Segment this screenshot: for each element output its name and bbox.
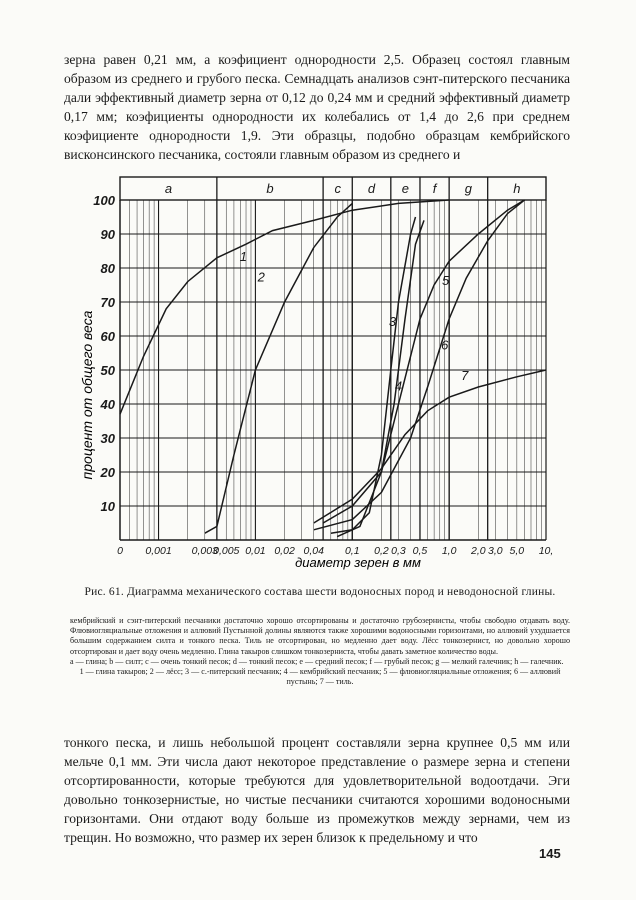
zone-label-g: g — [464, 181, 473, 196]
curve-5 — [323, 200, 524, 523]
curve-label-2: 2 — [257, 269, 265, 285]
curve-label-7: 7 — [461, 368, 469, 384]
curve-label-1: 1 — [239, 249, 247, 265]
x-tick-label: 1,0 — [441, 545, 457, 557]
x-tick-label: 0,04 — [303, 545, 324, 557]
x-tick-label: 2,0 — [470, 545, 486, 557]
curve-7 — [314, 370, 546, 523]
curve-label-4: 4 — [394, 378, 403, 394]
curve-label-3: 3 — [388, 313, 397, 329]
chart-series — [120, 200, 546, 537]
x-tick-label: 0,5 — [412, 545, 428, 557]
curve-6 — [314, 200, 525, 530]
y-tick-label: 50 — [100, 363, 115, 378]
y-tick-label: 40 — [100, 397, 115, 412]
top-paragraph — [64, 50, 570, 164]
zone-label-d: d — [367, 181, 376, 196]
curve-label-5: 5 — [442, 273, 450, 288]
zone-label-f: f — [432, 181, 437, 196]
zone-label-a: a — [164, 181, 173, 196]
y-tick-label: 10 — [100, 499, 115, 514]
bottom-paragraph — [64, 733, 570, 847]
y-tick-label: 60 — [100, 329, 115, 344]
top-paragraph-text: зерна равен 0,21 мм, а коэфициент однородности 2,5. Образец состоял главным образом из среднего и грубого песка. Семнадцать анализов сэнт-питерского песчаника дали эффективный диаметр зерна от 0,12 до 0,24 мм и средний эффективный диаметр 0,17 мм; коэфициенты однородности их колебались от 1,4 до 2,6 при среднем коэфициенте однородности 1,9. Эти образцы, подобно образцам кембрийского висконсинского песчаника, состояли главным образом из среднего и — [64, 52, 570, 162]
curve-3 — [331, 217, 416, 533]
x-tick-label: 3,0 — [488, 545, 503, 557]
x-tick-label: 5,0 — [509, 545, 525, 557]
figure-caption: Рис. 61. Диаграмма механического состава шести водоносных пород и неводоносной глины. — [84, 586, 556, 598]
y-tick-label: 70 — [100, 295, 115, 310]
x-tick-label: 0,001 — [145, 545, 172, 557]
y-tick-label: 90 — [100, 227, 115, 242]
x-tick-label: 10, — [538, 545, 554, 557]
x-tick-label: 0,2 — [374, 545, 389, 557]
zone-label-b: b — [266, 181, 274, 196]
x-tick-label: 0,003 — [191, 545, 218, 557]
grain-size-chart — [78, 165, 558, 580]
x-tick-label: 0 — [117, 545, 123, 557]
page-number: 145 — [539, 846, 561, 861]
x-tick-label: 0,02 — [274, 545, 295, 557]
x-axis-label: диаметр зерен в мм — [295, 555, 421, 570]
zone-label-e: e — [401, 181, 410, 196]
x-tick-label: 0,3 — [391, 545, 406, 557]
zone-label-c: c — [334, 181, 341, 196]
y-tick-label: 100 — [93, 193, 115, 208]
zone-label-h: h — [513, 181, 521, 196]
legend-key-series: 1 — глина такыров; 2 — лёсс; 3 — с.-питерский песчаник; 4 — кембрийский песчаник; 5 — флювиогляциальные отложения; 6 — аллювий пустынь; 7 — тиль. — [79, 667, 561, 687]
legend-text: кембрийский и сэнт-питерский песчаники достаточно хорошо отсортированы и достаточно грубозернисты, чтобы свободно отдавать воду. Флювиогляциальные отложения и аллювий Пустынной долины являются также хорошими водоносными горизонтами, но аллювий ухудшается большим содержанием силта и тонкого песка. Тиль не отсортирован, но медленно дает воду. Лёсс тонкозернист, но довольно хорошо отсортирован и дает воду очень медленно. Глина такыров слишком тонкозерниста, чтобы давать заметное количество воды. — [70, 616, 570, 656]
figure-legend — [70, 616, 570, 687]
zone-header-frame — [120, 177, 546, 200]
y-tick-label: 80 — [100, 261, 115, 276]
legend-key-zones: a — глина; b — силт; c — очень тонкий песок; d — тонкий песок; e — средний песок; f — грубый песок; g — мелкий галечник; h — галечник. — [70, 656, 564, 666]
x-tick-label: 0,005 — [213, 545, 240, 557]
y-axis-label: процент от общего веса — [79, 310, 95, 480]
y-tick-label: 20 — [100, 465, 115, 480]
bottom-paragraph-text: тонкого песка, и лишь небольшой процент составляли зерна крупнее 0,5 мм или мельче 0,1 мм. Эти числа дают некоторое представление о размере зерна и степени отсортированности, которые требуются для удовлетворительной водоотдачи. Эги довольно тонкозернистые, но чистые песчаники считаются хорошими водоносными горизонтами. Они отдают воду больше из промежутков между зернами, чем из трещин. Но возможно, что размер их зерен близок к предельному и что — [64, 735, 570, 845]
x-tick-label: 0,1 — [344, 545, 360, 557]
x-tick-label: 0,01 — [245, 545, 266, 557]
curve-label-6: 6 — [441, 337, 449, 353]
y-tick-label: 30 — [100, 431, 115, 446]
